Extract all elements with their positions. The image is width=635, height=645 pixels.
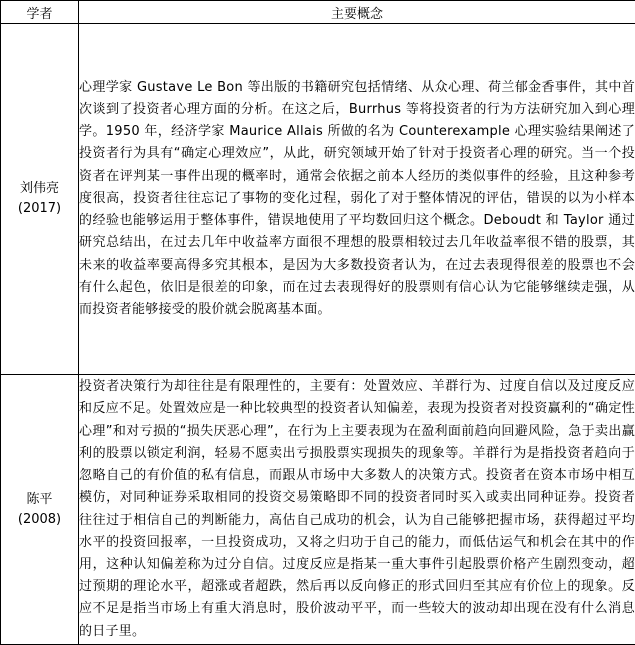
- concept-text: 心理学家 Gustave Le Bon 等出版的书籍研究包括情绪、从众心理、荷兰郁金香事件，其中首次谈到了投资者心理方面的分析。在这之后，Burrhus 等将投资者的行为方法研究加入到心理学。1950 年，经济学家 Maurice Allais 所做的名为 Counterexample 心理实验结果阐述了投资者行为具有“确定心理效应”，从此，研究领域开始了针对于投资者心理的研究。当一个投资者在评判某一事件出现的概率时，通常会依据之前本人经历的类似事件的经验，且这种参考度很高，投资者往往忘记了事物的变化过程，弱化了对于整体情况的评估，错误的以为小样本的经验也能够运用于整体事件，错误地使用了平均数回归这个概念。Deboudt 和 Taylor 通过研究总结出，在过去几年中收益率方面很不理想的股票相较过去几年收益率很不错的股票，其未来的收益率要高得多究其根本，是因为大多数投资者认为，在过去表现得很差的股票也不会有什么起色，依旧是很差的印象，而在过去表现得好的股票则有信心认为它能够继续走强，从而投资者能够接受的股价就会脱离基本面。: [79, 24, 635, 375]
- scholar-cell: [1, 375, 79, 645]
- table-header-row: [1, 1, 635, 24]
- table-row: [1, 24, 635, 375]
- scholar-name: 刘伟亮: [19, 181, 59, 196]
- table-row: [1, 375, 635, 645]
- scholar-name: 陈平: [26, 491, 53, 507]
- header-concept: 主要概念: [79, 1, 635, 24]
- scholar-year: (2008): [17, 511, 62, 527]
- scholar-cell: [1, 24, 79, 375]
- concept-text: 投资者决策行为却往往是有限理性的，主要有：处置效应、羊群行为、过度自信以及过度反应和反应不足。处置效应是一种比较典型的投资者认知偏差，表现为投资者对投资赢利的“确定性心理”和对亏损的“损失厌恶心理”，在行为上主要表现为在盈利面前趋向回避风险，急于卖出赢利的股票以锁定利润，轻易不愿卖出亏损股票实现损失的现象等。羊群行为是指投资者趋向于忽略自己的有价值的私有信息，而跟从市场中大多数人的决策方式。投资者在资本市场中相互模仿，对同种证券采取相同的投资交易策略即不同的投资者同时买入或卖出同种证券。投资者往往过于相信自己的判断能力，高估自己成功的机会，认为自己能够把握市场，获得超过平均水平的投资回报率，一旦投资成功，又将之归功于自己的能力，而低估运气和机会在其中的作用，这种认知偏差称为过分自信。过度反应是指某一重大事件引起股票价格产生剧烈变动，超过预期的理论水平，超涨或者超跌，然后再以反向修正的形式回归至其应有价位上的现象。反应不足是指当市场上有重大消息时，股价波动平平，而一些较大的波动却出现在没有什么消息的日子里。: [79, 375, 635, 645]
- scholar-year: (2017): [17, 201, 62, 216]
- header-scholar: 学者: [1, 1, 79, 24]
